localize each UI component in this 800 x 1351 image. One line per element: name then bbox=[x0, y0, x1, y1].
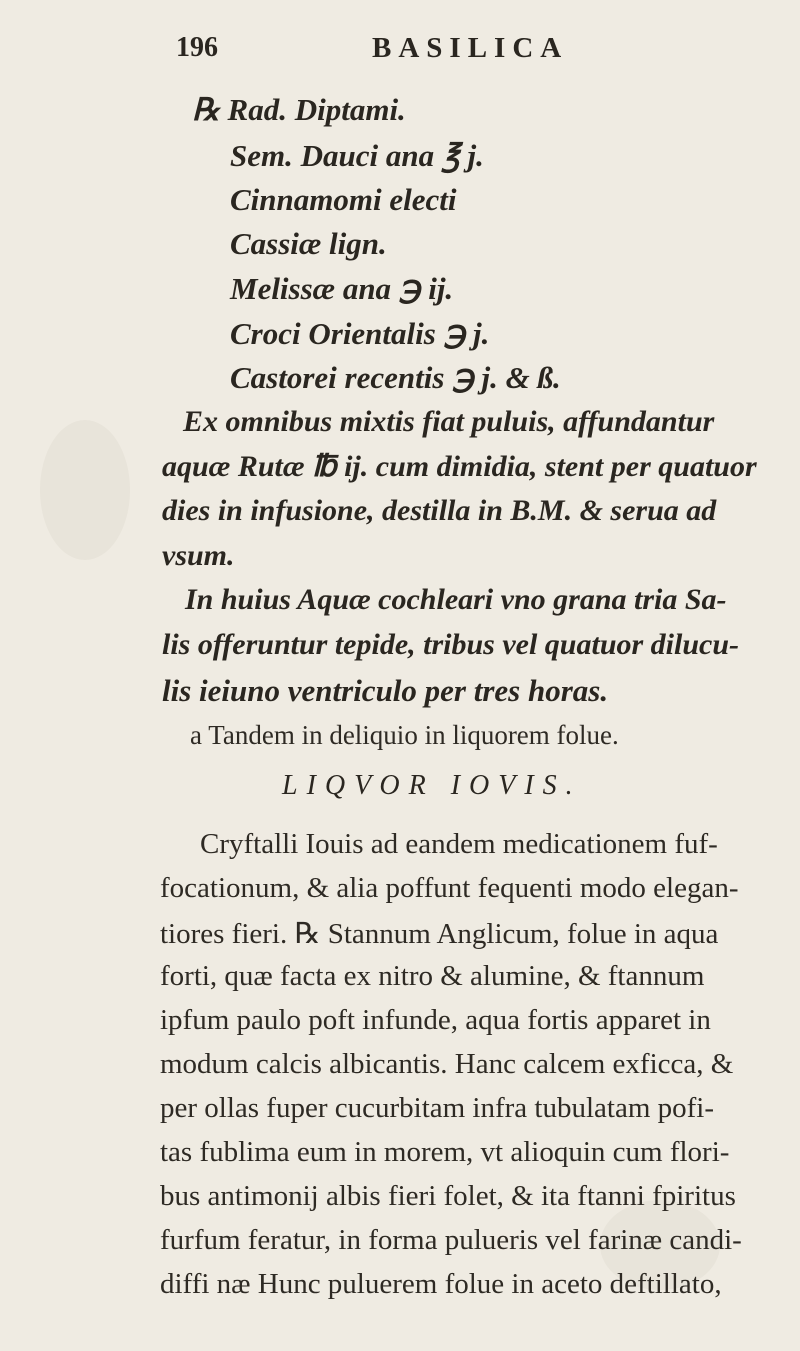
body-line: modum calcis albicantis. Hanc calcem exficca, & bbox=[160, 1048, 734, 1080]
paper-stain bbox=[40, 420, 130, 560]
recipe-line: dies in infusione, destilla in B.M. & serua ad bbox=[162, 494, 717, 527]
body-line: Cryftalli Iouis ad eandem medicationem fuf- bbox=[200, 828, 718, 860]
recipe-line: lis ieiuno ventriculo per tres horas. bbox=[162, 673, 609, 708]
body-line: tiores fieri. ℞ Stannum Anglicum, folue in aqua bbox=[160, 918, 719, 950]
running-head: BASILICA bbox=[372, 32, 569, 64]
recipe-line: aquæ Rutæ ℔ ij. cum dimidia, stent per quatuor bbox=[162, 450, 757, 483]
page-header bbox=[176, 32, 596, 72]
body-line: focationum, & alia poffunt fequenti modo elegan- bbox=[160, 872, 739, 904]
recipe-line: Cinnamomi electi bbox=[230, 182, 457, 217]
body-line: ipfum paulo poft infunde, aqua fortis apparet in bbox=[160, 1004, 711, 1036]
body-line: diffi næ Hunc puluerem folue in aceto deftillato, bbox=[160, 1268, 722, 1300]
section-title: LIQVOR IOVIS. bbox=[282, 770, 582, 801]
recipe-line: vsum. bbox=[162, 539, 235, 572]
page-number: 196 bbox=[176, 32, 218, 63]
body-line: bus antimonij albis fieri folet, & ita ftanni fpiritus bbox=[160, 1180, 736, 1212]
recipe-line: In huius Aquæ cochleari vno grana tria Sa- bbox=[185, 583, 727, 616]
recipe-line: Sem. Dauci ana ℥ j. bbox=[230, 138, 484, 173]
recipe-line: ℞ Rad. Diptami. bbox=[192, 92, 406, 127]
body-line: per ollas fuper cucurbitam infra tubulatam pofi- bbox=[160, 1092, 715, 1124]
recipe-line: Ex omnibus mixtis fiat puluis, affundantur bbox=[183, 405, 715, 438]
body-line: furfum feratur, in forma pulueris vel farinæ candi- bbox=[160, 1224, 742, 1256]
recipe-line: Castorei recentis ℈ j. & ß. bbox=[230, 360, 561, 395]
body-line: tas fublima eum in morem, vt alioquin cum flori- bbox=[160, 1136, 730, 1168]
recipe-line: Croci Orientalis ℈ j. bbox=[230, 316, 490, 351]
recipe-line: Cassiæ lign. bbox=[230, 226, 387, 261]
recipe-line: Melissæ ana ℈ ij. bbox=[230, 271, 454, 306]
marginal-note: a Tandem in deliquio in liquorem folue. bbox=[190, 720, 619, 750]
body-line: forti, quæ facta ex nitro & alumine, & ftannum bbox=[160, 960, 705, 992]
recipe-line: lis offeruntur tepide, tribus vel quatuor dilucu- bbox=[162, 628, 740, 661]
